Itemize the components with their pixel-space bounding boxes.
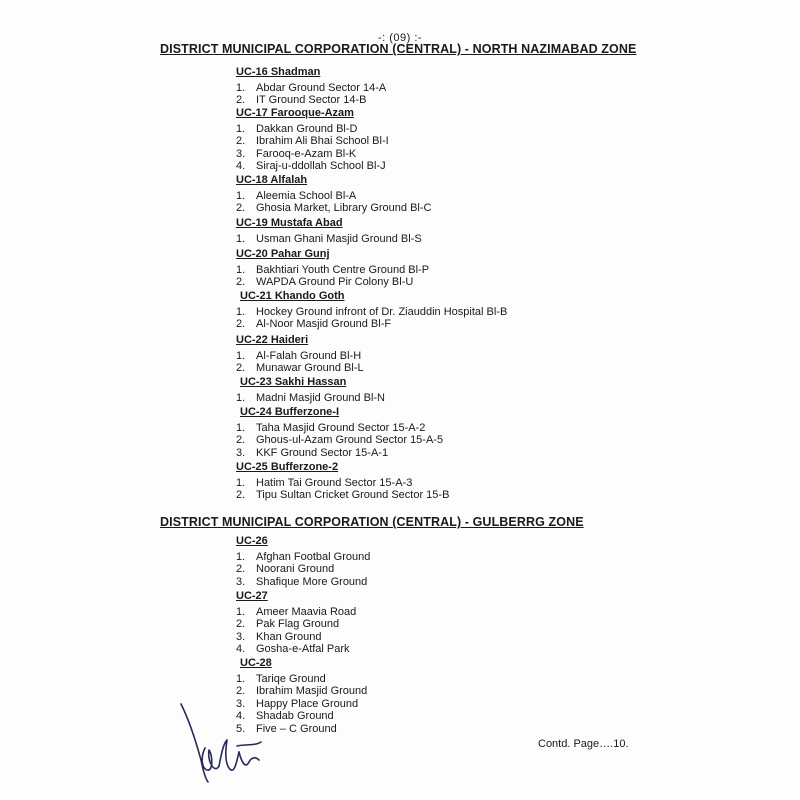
uc-18-block xyxy=(236,174,756,215)
page-number: -: (09) :- xyxy=(377,32,423,44)
list-item: 3. Shafique More Ground xyxy=(236,575,368,588)
zone-title-north-nazimabad: DISTRICT MUNICIPAL CORPORATION (CENTRAL) - NORTH NAZIMABAD ZONE xyxy=(160,42,637,56)
list-item: 2. Ibrahim Masjid Ground xyxy=(236,685,368,698)
list-item: 2. IT Ground Sector 14-B xyxy=(236,94,367,107)
list-item: 1. Al-Falah Ground Bl-H xyxy=(236,350,362,362)
uc-title: UC-25 Bufferzone-2 xyxy=(236,461,339,473)
uc-title: UC-28 xyxy=(240,657,272,669)
list-item: 1. Hatim Tai Ground Sector 15-A-3 xyxy=(236,477,413,489)
list-item: 3. KKF Ground Sector 15-A-1 xyxy=(236,446,389,459)
list-item: 1. Hockey Ground infront of Dr. Ziauddin Hospital Bl-B xyxy=(236,306,508,318)
zone-title-gulberg: DISTRICT MUNICIPAL CORPORATION (CENTRAL) - GULBERRG ZONE xyxy=(160,515,584,529)
list-item: 1. Usman Ghani Masjid Ground Bl-S xyxy=(236,233,422,245)
uc-28-block xyxy=(236,657,756,735)
list-item: 1. Aleemia School Bl-A xyxy=(236,190,357,202)
uc-title: UC-24 Bufferzone-I xyxy=(240,406,340,418)
uc-title: UC-19 Mustafa Abad xyxy=(236,217,343,229)
list-item: 2. Noorani Ground xyxy=(236,563,335,576)
uc-17-block xyxy=(236,107,756,173)
uc-title: UC-17 Farooque-Azam xyxy=(236,107,354,119)
list-item: 4. Siraj-u-ddollah School Bl-J xyxy=(236,160,386,173)
list-item: 5. Five – C Ground xyxy=(236,722,337,735)
list-item: 1. Dakkan Ground Bl-D xyxy=(236,123,358,135)
uc-25-block xyxy=(236,461,756,502)
uc-21-block xyxy=(236,290,756,331)
uc-title: UC-26 xyxy=(236,535,268,547)
list-item: 1. Tariqe Ground xyxy=(236,673,326,685)
uc-title: UC-23 Sakhi Hassan xyxy=(240,376,347,388)
list-item: 2. Ghosia Market, Library Ground Bl-C xyxy=(236,202,432,215)
uc-title: UC-22 Haideri xyxy=(236,334,309,346)
uc-22-block xyxy=(236,334,756,375)
list-item: 2. Al-Noor Masjid Ground Bl-F xyxy=(236,318,392,331)
uc-24-block xyxy=(236,406,756,459)
uc-title: UC-27 xyxy=(236,590,268,602)
list-item: 2. Ibrahim Ali Bhai School Bl-I xyxy=(236,135,389,148)
uc-title: UC-16 Shadman xyxy=(236,66,321,78)
list-item: 1. Madni Masjid Ground Bl-N xyxy=(236,392,385,404)
uc-16-block xyxy=(236,66,756,107)
list-item: 1. Abdar Ground Sector 14-A xyxy=(236,82,387,94)
list-item: 2. Pak Flag Ground xyxy=(236,618,340,631)
list-item: 2. Ghous-ul-Azam Ground Sector 15-A-5 xyxy=(236,434,444,447)
list-item: 2. WAPDA Ground Pir Colony Bl-U xyxy=(236,276,414,289)
list-item: 2. Tipu Sultan Cricket Ground Sector 15-B xyxy=(236,489,450,502)
list-item: 3. Farooq-e-Azam Bl-K xyxy=(236,147,357,160)
list-item: 1. Afghan Footbal Ground xyxy=(236,551,371,563)
continued-page-note: Contd. Page….10. xyxy=(538,738,629,750)
uc-19-block xyxy=(236,217,756,245)
list-item: 3. Khan Ground xyxy=(236,630,322,643)
uc-title: UC-21 Khando Goth xyxy=(240,290,345,302)
signature-icon xyxy=(175,700,265,785)
list-item: 3. Happy Place Ground xyxy=(236,697,359,710)
list-item: 4. Shadab Ground xyxy=(236,710,334,723)
list-item: 1. Taha Masjid Ground Sector 15-A-2 xyxy=(236,422,426,434)
list-item: 1. Ameer Maavia Road xyxy=(236,606,357,618)
list-item: 1. Bakhtiari Youth Centre Ground Bl-P xyxy=(236,264,430,276)
list-item: 4. Gosha-e-Atfal Park xyxy=(236,643,350,656)
uc-title: UC-18 Alfalah xyxy=(236,174,308,186)
uc-23-block xyxy=(236,376,756,404)
uc-title: UC-20 Pahar Gunj xyxy=(236,248,330,260)
uc-26-block xyxy=(236,535,756,588)
uc-27-block xyxy=(236,590,756,656)
uc-20-block xyxy=(236,248,756,289)
list-item: 2. Munawar Ground Bl-L xyxy=(236,362,364,375)
